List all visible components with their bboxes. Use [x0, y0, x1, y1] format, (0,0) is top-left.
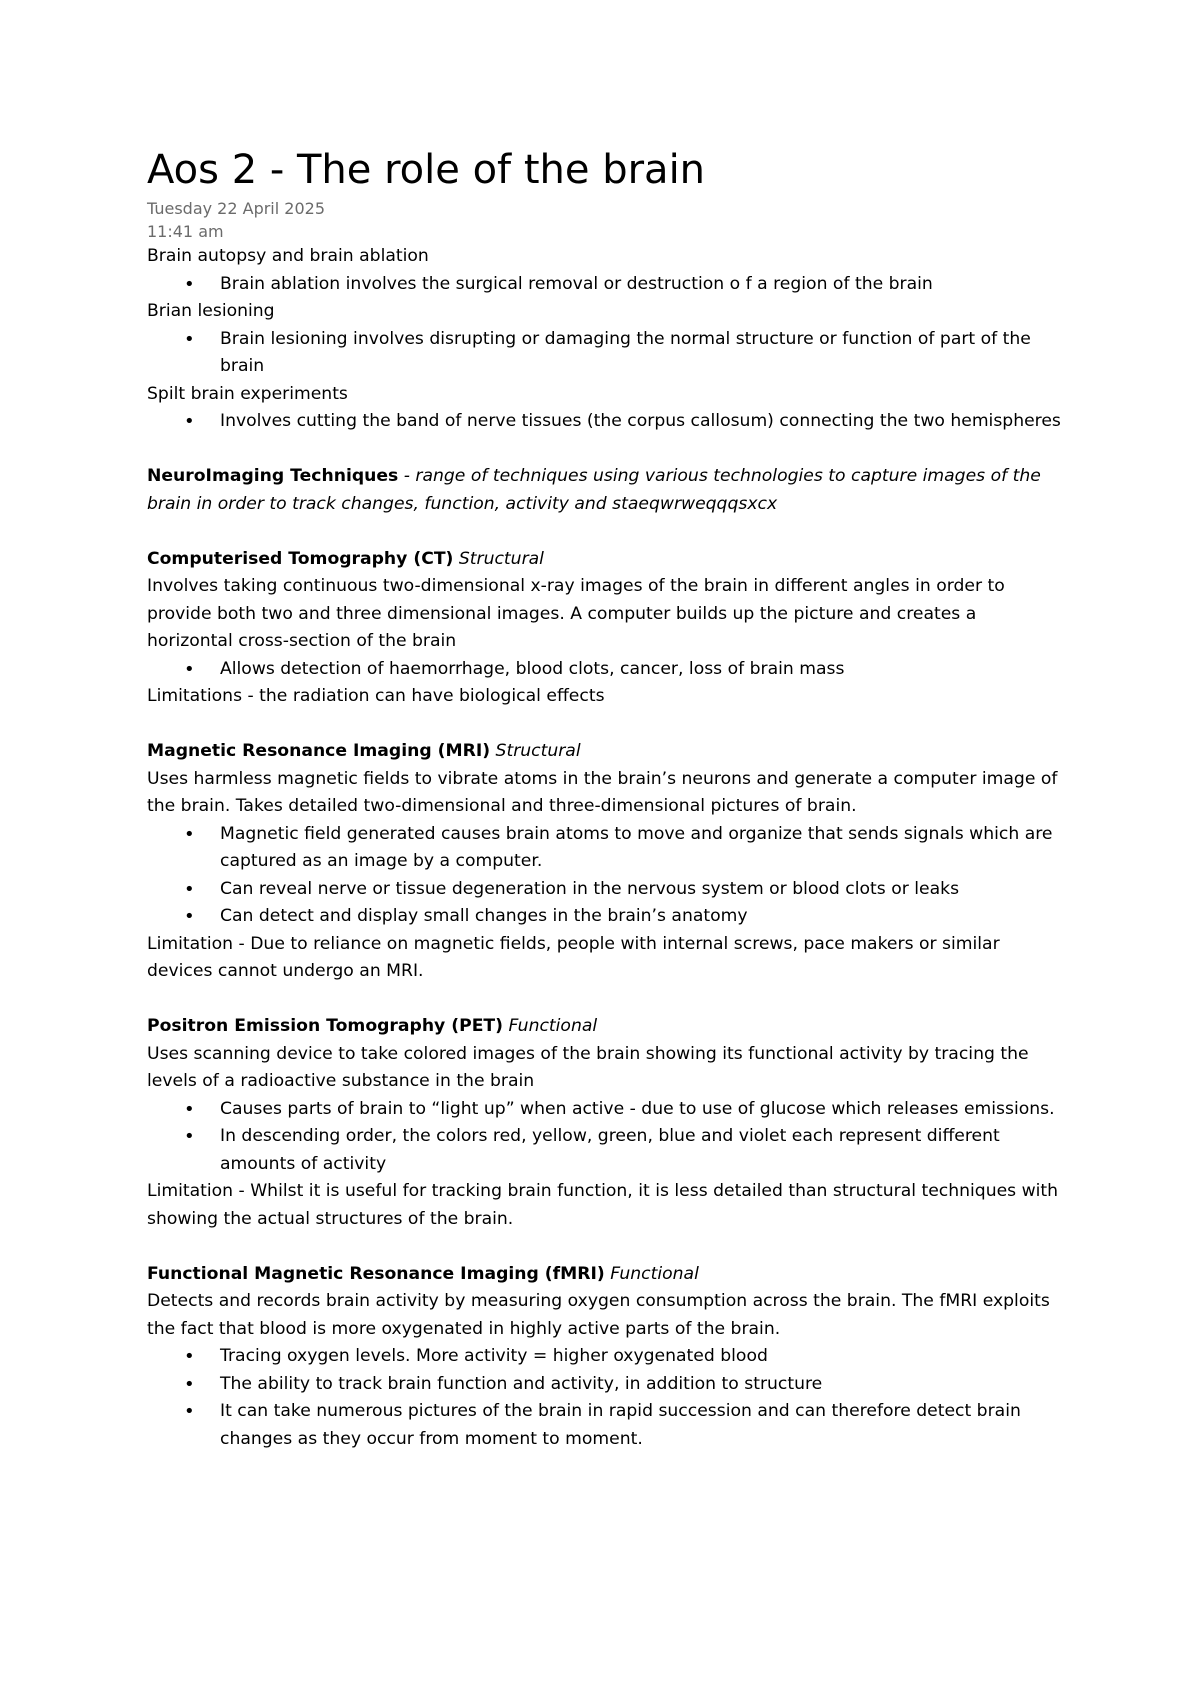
- section-heading: NeuroImaging Techniques: [147, 466, 399, 486]
- list-item: [147, 876, 1067, 904]
- section-limitation: Limitations - the radiation can have biological effects: [147, 686, 605, 706]
- list-item: [147, 1123, 1067, 1178]
- list-item-text: Can detect and display small changes in the brain’s anatomy: [220, 906, 748, 926]
- list-item-text: Allows detection of haemorrhage, blood clots, cancer, loss of brain mass: [220, 658, 845, 679]
- list-item: [147, 271, 1067, 299]
- split-brain-heading: Spilt brain experiments: [147, 383, 348, 404]
- bullet-icon: •: [184, 1373, 195, 1395]
- bullet-icon: •: [184, 1126, 195, 1147]
- section-heading: Magnetic Resonance Imaging (MRI): [147, 741, 491, 761]
- section-heading: Functional Magnetic Resonance Imaging (fMRI): [147, 1263, 605, 1284]
- list-item-text: Causes parts of brain to “light up” when active - due to use of glucose which releases emissions.: [220, 1098, 1055, 1119]
- bullet-icon: •: [184, 878, 195, 900]
- list-item: [147, 408, 1067, 436]
- section-type-tag: Structural: [458, 548, 544, 569]
- list-item: [147, 656, 1067, 684]
- section-description: Uses scanning device to take colored images of the brain showing its functional activity by tracing the levels of a radioactive substance in the brain: [147, 1043, 1029, 1091]
- list-item: [147, 1371, 1067, 1399]
- section-type-tag: Functional: [508, 1016, 598, 1036]
- pet-heading-line: [147, 1013, 1067, 1041]
- list-item-text: Brain ablation involves the surgical removal or destruction o f a region of the brain: [220, 273, 933, 294]
- section-type-tag: Functional: [610, 1263, 699, 1284]
- bullet-icon: •: [184, 658, 195, 680]
- section-heading: Computerised Tomography (CT): [147, 548, 454, 569]
- fmri-heading-line: [147, 1261, 1067, 1289]
- bullet-icon: •: [184, 411, 195, 432]
- list-item-text: Involves cutting the band of nerve tissues (the corpus callosum) connecting the two hemispheres: [220, 411, 1061, 431]
- note-date: Tuesday 22 April 2025: [147, 199, 325, 218]
- section-limitation: Limitation - Due to reliance on magnetic fields, people with internal screws, pace makers or similar devices cannot undergo an MRI.: [147, 933, 1000, 981]
- list-item-text: Can reveal nerve or tissue degeneration in the nervous system or blood clots or leaks: [220, 878, 960, 899]
- note-time: 11:41 am: [147, 222, 224, 241]
- list-item-text: Magnetic field generated causes brain atoms to move and organize that sends signals which are captured as an image by a computer.: [220, 823, 1053, 871]
- list-item: [147, 821, 1067, 876]
- section-limitation: Limitation - Whilst it is useful for tracking brain function, it is less detailed than structural techniques with showing the actual structures of the brain.: [147, 1181, 1059, 1229]
- list-item-text: Tracing oxygen levels. More activity = higher oxygenated blood: [220, 1346, 768, 1366]
- list-item-text: Brain lesioning involves disrupting or damaging the normal structure or function of part of the brain: [220, 328, 1031, 376]
- section-description: Uses harmless magnetic fields to vibrate atoms in the brain’s neurons and generate a computer image of the brain. Takes detailed two-dimensional and three-dimensional pictures of brain.: [147, 768, 1058, 816]
- section-definition: - range of techniques using various technologies to capture images of the brain in order to track changes, function, activity and staeqwrweqqqsxcx: [147, 466, 1041, 514]
- note-page: [147, 143, 1067, 1453]
- bullet-icon: •: [184, 1346, 195, 1367]
- bullet-icon: •: [184, 906, 195, 927]
- lesioning-heading: Brian lesioning: [147, 301, 275, 321]
- bullet-icon: •: [184, 273, 195, 295]
- bullet-icon: •: [184, 1098, 195, 1120]
- bullet-icon: •: [184, 823, 195, 845]
- list-item-text: It can take numerous pictures of the brain in rapid succession and can therefore detect brain changes as they occur from moment to moment.: [220, 1401, 1021, 1449]
- list-item: [147, 1096, 1067, 1124]
- neuroimaging-section: [147, 463, 1067, 518]
- page-title: Aos 2 - The role of the brain: [147, 147, 706, 193]
- list-item: [147, 1343, 1067, 1371]
- bullet-icon: •: [184, 328, 195, 350]
- bullet-icon: •: [184, 1401, 195, 1422]
- mri-heading-line: [147, 738, 1067, 766]
- autopsy-heading: Brain autopsy and brain ablation: [147, 246, 429, 266]
- list-item: [147, 326, 1067, 381]
- ct-heading-line: [147, 546, 1067, 574]
- list-item-text: In descending order, the colors red, yellow, green, blue and violet each represent different amounts of activity: [220, 1126, 1000, 1174]
- section-type-tag: Structural: [495, 741, 581, 761]
- list-item-text: The ability to track brain function and activity, in addition to structure: [220, 1373, 823, 1394]
- list-item: [147, 903, 1067, 931]
- section-description: Involves taking continuous two-dimensional x-ray images of the brain in different angles in order to provide both two and three dimensional images. A computer builds up the picture and creates a horizontal cross-section of the brain: [147, 576, 1005, 651]
- list-item: [147, 1398, 1067, 1453]
- section-heading: Positron Emission Tomography (PET): [147, 1016, 504, 1036]
- section-description: Detects and records brain activity by measuring oxygen consumption across the brain. The fMRI exploits the fact that blood is more oxygenated in highly active parts of the brain.: [147, 1291, 1050, 1339]
